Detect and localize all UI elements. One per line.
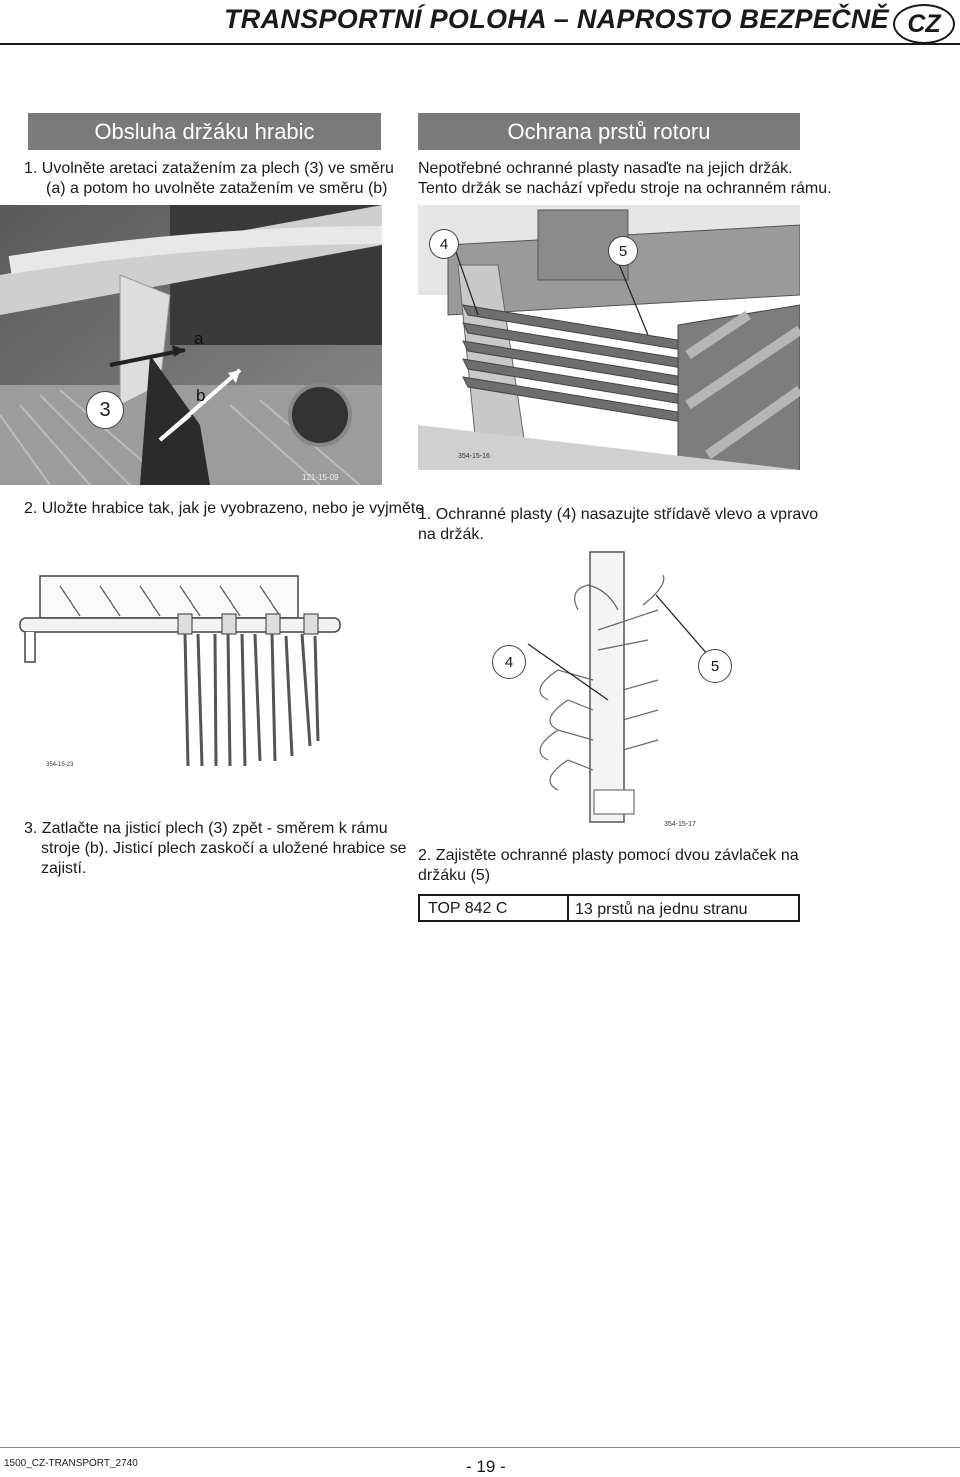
rake-storage-drawing	[10, 566, 344, 774]
left-step3-line3: zajistí.	[41, 860, 87, 877]
language-badge: CZ	[893, 4, 955, 44]
left-step3-line2: stroje (b). Jisticí plech zaskočí a uložené hrabice se	[41, 840, 407, 857]
drawing2-code: 354-15-17	[664, 821, 696, 828]
right-intro-line2: Tento držák se nachází vpředu stroje na ochranném rámu.	[418, 180, 832, 197]
label-a: a	[194, 329, 204, 348]
header-divider	[0, 43, 960, 45]
left-step1-line2: (a) a potom ho uvolněte zatažením ve směru (b)	[46, 180, 388, 197]
left-step2: 2. Uložte hrabice tak, jak je vyobrazeno, nebo je vyjměte	[24, 500, 425, 517]
right-step2-line1: 2. Zajistěte ochranné plasty pomocí dvou závlaček na	[418, 847, 799, 864]
right-step2-line2: držáku (5)	[418, 867, 491, 884]
page-number: - 19 -	[466, 1457, 506, 1476]
render-code: 354-15-16	[458, 453, 490, 460]
guard-pins-drawing	[418, 550, 800, 835]
callout-4: 4	[429, 229, 459, 259]
spec-value-cell: 13 prstů na jednu stranu	[575, 901, 748, 918]
right-intro-line1: Nepotřebné ochranné plasty nasaďte na jejich držák.	[418, 160, 793, 177]
callout-5b: 5	[698, 649, 732, 683]
guard-holder-render	[418, 205, 800, 470]
drawing-code: 354-15-23	[46, 762, 74, 768]
callout-5: 5	[608, 236, 638, 266]
footer-document-code: 1500_CZ-TRANSPORT_2740	[4, 1458, 138, 1469]
right-step1-line2: na držák.	[418, 526, 484, 543]
callout-4b: 4	[492, 645, 526, 679]
right-step1-line1: 1. Ochranné plasty (4) nasazujte střídavě vlevo a vpravo	[418, 506, 819, 523]
page-title: TRANSPORTNÍ POLOHA – NAPROSTO BEZPEČNĚ	[224, 4, 889, 34]
footer-divider	[0, 1447, 960, 1448]
photo-code: 121-15-09	[302, 473, 339, 482]
rake-holder-photo	[0, 205, 382, 485]
section-title-finger-guard: Ochrana prstů rotoru	[418, 113, 800, 150]
spec-table	[418, 894, 800, 922]
spec-model-cell: TOP 842 C	[420, 896, 569, 920]
callout-3: 3	[86, 391, 124, 429]
label-b: b	[196, 386, 206, 405]
section-title-rake-holder: Obsluha držáku hrabic	[28, 113, 381, 150]
left-step3-line1: 3. Zatlačte na jisticí plech (3) zpět - směrem k rámu	[24, 820, 388, 837]
left-step1-line1: 1. Uvolněte aretaci zatažením za plech (3) ve směru	[24, 160, 394, 177]
